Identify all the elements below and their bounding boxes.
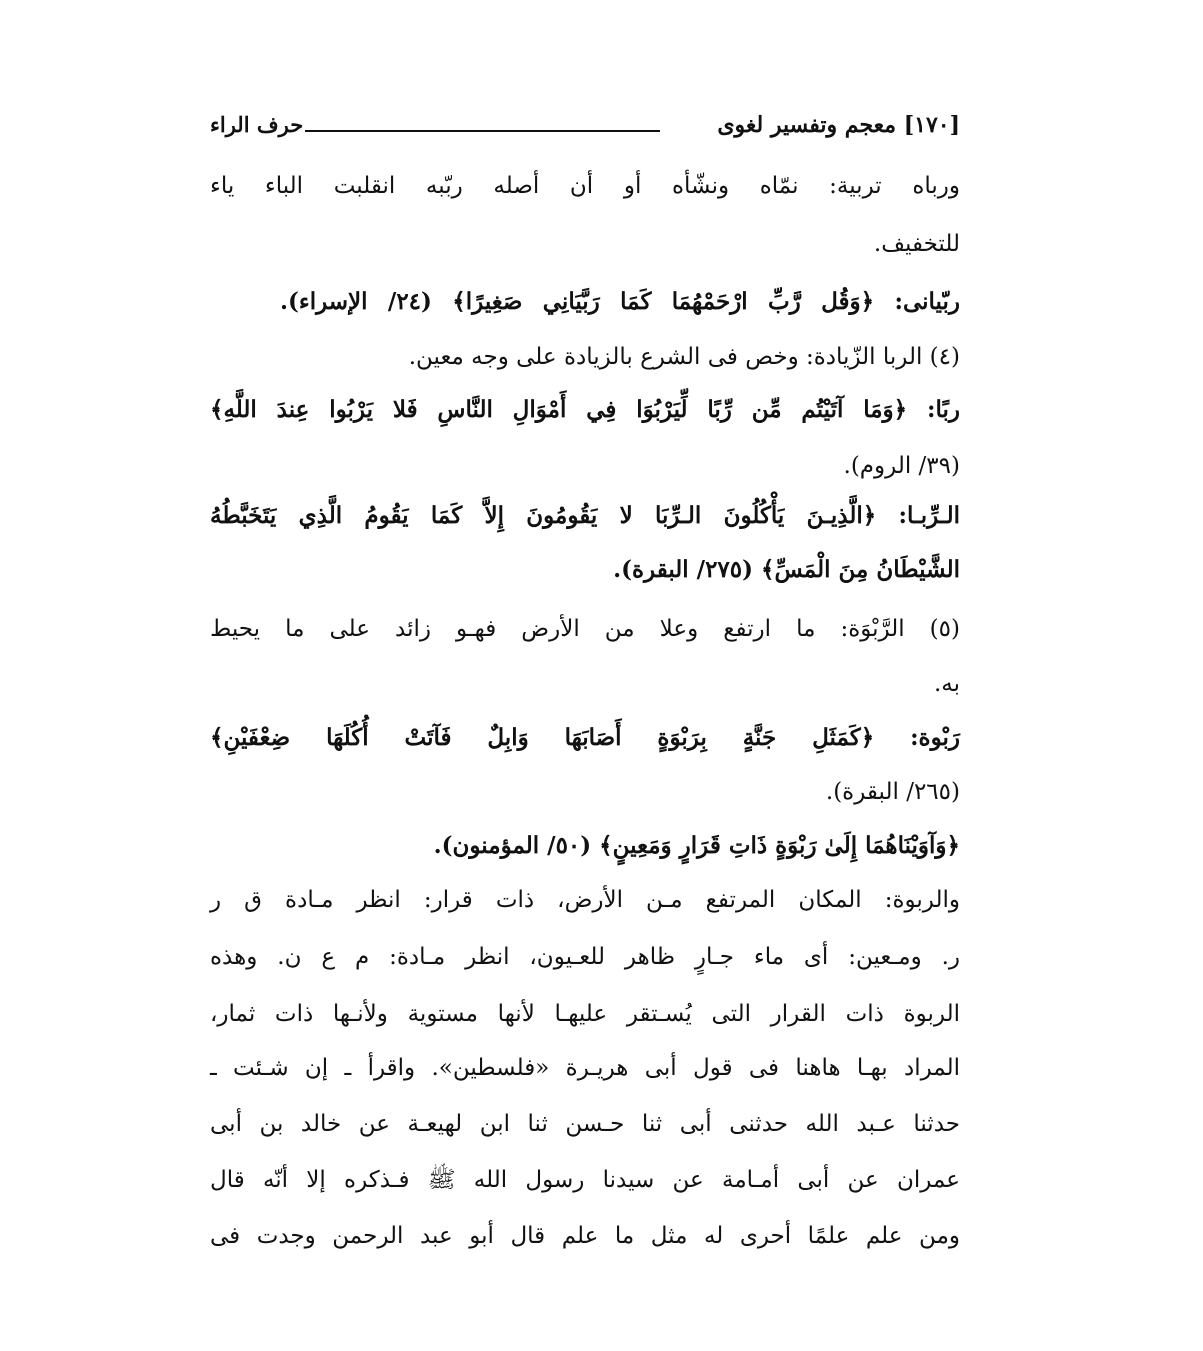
text-line: به. — [933, 671, 960, 697]
verse-line: الـرِّبـا: ﴿الَّذِيـنَ يَأْكُلُونَ الـرِّبَا لا يَقُومُونَ إِلاَّ كَمَا يَقُومُ الَّذِي يَتَخَبَّطُهُ — [210, 502, 960, 529]
text-line: ر. ومـعين: أى ماء جـارٍ ظاهر للعـيون، انظر مـادة: م ع ن. وهذه — [210, 944, 960, 970]
verse-line: ﴿وَآوَيْنَاهُمَا إِلَىٰ رَبْوَةٍ ذَاتِ قَرَارٍ وَمَعِينٍ﴾ (٥٠/ المؤمنون). — [433, 832, 960, 859]
text-line: المراد بهـا هاهنا فى قول أبى هريـرة «فلسطين». واقرأ ـ إن شـئت ـ — [210, 1055, 960, 1081]
text-line: عمران عن أبى أمـامة عن سيدنا رسول الله ﷺ فـذكره إلا أنّه قال — [210, 1167, 960, 1193]
citation-line: (٢٦٥/ البقرة). — [825, 779, 960, 805]
verse-line: ربّيانى: ﴿وَقُل رَّبِّ ارْحَمْهُمَا كَمَا رَبَّيَانِي صَغِيرًا﴾ (٢٤/ الإسراء). — [280, 288, 960, 315]
text-line: للتخفيف. — [873, 231, 960, 257]
text-line: حدثنا عـبد الله حدثنى أبى ثنا حـسن ثنا ابن لهيعـة عن خالد بن أبى — [210, 1111, 960, 1137]
header-rule — [305, 130, 660, 132]
text-line: (٥) الرَّبْوَة: ما ارتفع وعلا من الأرض فهـو زائد على ما يحيط — [210, 616, 960, 642]
section-title: حرف الراء — [210, 112, 304, 137]
text-line: ومن علم علمًا أحرى له مثل ما علم قال أبو عبد الرحمن وجدت فى — [210, 1223, 960, 1249]
verse-line: ربًا: ﴿وَمَا آتَيْتُم مِّن رِّبًا لِّيَرْبُوَا فِي أَمْوَالِ النَّاسِ فَلا يَرْبُوا عِندَ اللَّهِ﴾ — [210, 396, 960, 423]
page-title: [١٧٠] معجم وتفسير لغوى — [717, 112, 960, 138]
verse-line: الشَّيْطَانُ مِنَ الْمَسِّ﴾ (٢٧٥/ البقرة). — [613, 556, 960, 583]
text-line: الربوة ذات القرار التى يُسـتقر عليهـا لأنها مستوية ولأنـها ذات ثمار، — [210, 1001, 960, 1027]
text-line: (٤) الربا الزّيادة: وخص فى الشرع بالزيادة على وجه معين. — [408, 344, 960, 370]
citation-line: (٣٩/ الروم). — [843, 453, 960, 479]
verse-line: رَبْوة: ﴿كَمَثَلِ جَنَّةٍ بِرَبْوَةٍ أَصَابَهَا وَابِلٌ فَآتَتْ أُكُلَهَا ضِعْفَيْنِ﴾ — [210, 724, 960, 751]
text-line: ورباه تربية: نمّاه ونشّأه أو أن أصله ربّبه انقلبت الباء ياء — [210, 173, 960, 199]
running-header — [210, 106, 960, 146]
text-line: والربوة: المكان المرتفع مـن الأرض، ذات قرار: انظر مـادة ق ر — [210, 887, 960, 913]
